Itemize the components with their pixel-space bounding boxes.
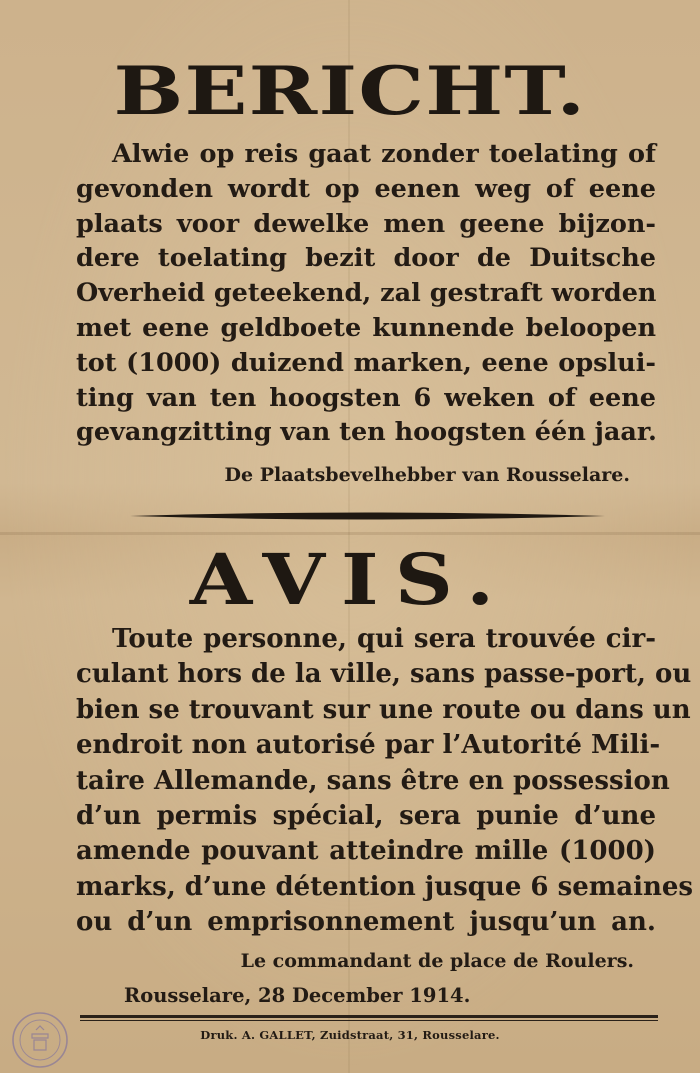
date-line: Rousselare, 28 December 1914. [124, 984, 471, 1007]
french-line: culant hors de la ville, sans passe-port, ou [76, 659, 692, 690]
dutch-line: ting van ten hoogsten 6 weken of eene [76, 382, 656, 413]
french-line: ou d’un emprisonnement jusqu’un an. [76, 907, 656, 938]
french-signature: Le commandant de place de Roulers. [240, 950, 634, 972]
printer-imprint: Druk. A. GALLET, Zuidstraat, 31, Rousselare. [200, 1028, 500, 1042]
french-line: bien se trouvant sur une route ou dans un [76, 694, 691, 725]
section-divider [130, 511, 605, 521]
dutch-line: tot (1000) duizend marken, eene opslui- [76, 347, 656, 378]
dutch-line: Overheid geteekend, zal gestraft worden [76, 278, 657, 309]
french-paragraph [76, 622, 694, 941]
dutch-line: plaats voor dewelke men geene bijzon- [76, 208, 656, 239]
french-title: AVIS. [189, 538, 511, 621]
dutch-line: dere toelating bezit door de Duitsche [76, 243, 656, 274]
dutch-line: gevonden wordt op eenen weg of eene [76, 173, 656, 204]
dutch-line: Alwie op reis gaat zonder toelating of [112, 139, 656, 169]
french-line: amende pouvant atteindre mille (1000) [76, 836, 656, 867]
dutch-line: met eene geldboete kunnende beloopen [76, 312, 656, 343]
french-line: marks, d’une détention jusque 6 semaines [76, 871, 694, 902]
archive-seal-icon [10, 1010, 70, 1070]
french-line: Toute personne, qui sera trouvée cir- [112, 624, 656, 654]
dutch-title: BERICHT. [113, 52, 587, 130]
french-line: taire Allemande, sans être en possession [76, 765, 670, 796]
french-line: endroit non autorisé par l’Autorité Mili- [76, 730, 661, 761]
dutch-paragraph [76, 137, 656, 450]
paper-fold-horizontal [0, 532, 700, 535]
footer-rule [80, 1015, 658, 1021]
french-line: d’un permis spécial, sera punie d’une [76, 800, 656, 831]
dutch-signature: De Plaatsbevelhebber van Rousselare. [224, 464, 630, 486]
dutch-line: gevangzitting van ten hoogsten één jaar. [76, 417, 657, 448]
